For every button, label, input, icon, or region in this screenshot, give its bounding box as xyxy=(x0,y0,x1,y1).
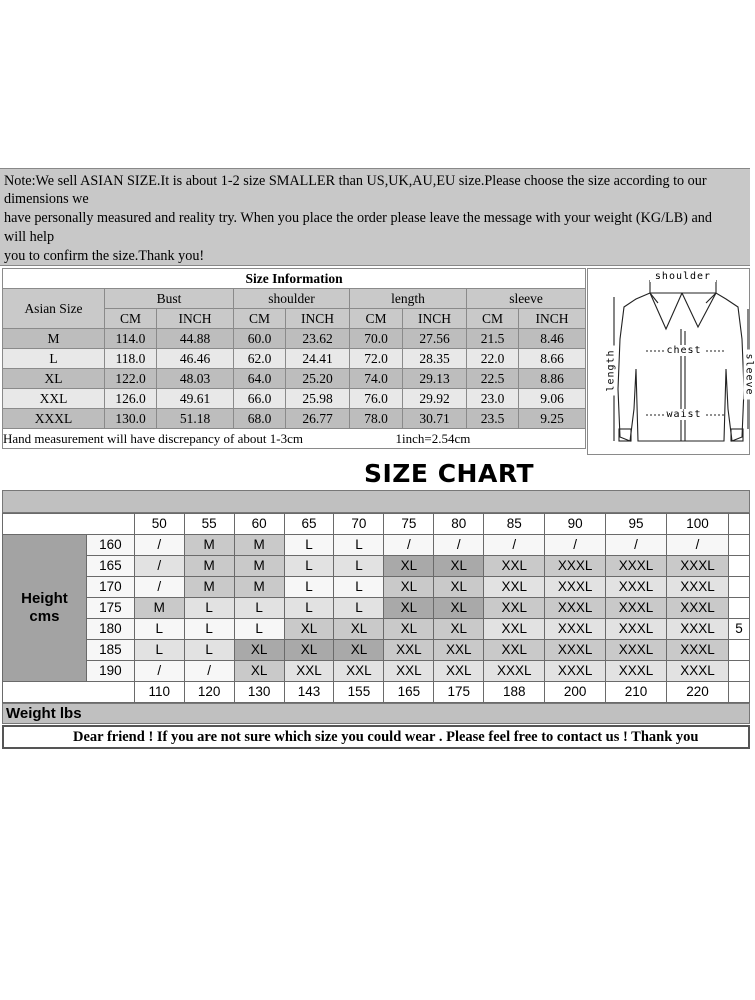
overflow-cell xyxy=(728,577,749,598)
bust-header: Bust xyxy=(105,289,234,309)
size-cell: XXXL xyxy=(667,598,729,619)
height-value: 180 xyxy=(86,619,134,640)
measurement-value: 44.88 xyxy=(157,329,234,349)
measurement-value: 28.35 xyxy=(403,349,467,369)
kg-header: 60 xyxy=(234,514,284,535)
size-information-title: Size Information xyxy=(3,269,586,289)
size-cell: M xyxy=(184,577,234,598)
measurement-value: 8.46 xyxy=(519,329,586,349)
measurement-value: 8.66 xyxy=(519,349,586,369)
height-value: 165 xyxy=(86,556,134,577)
height-cms-label xyxy=(3,535,87,682)
size-cell: XL xyxy=(434,598,484,619)
measurement-value: 126.0 xyxy=(105,389,157,409)
kg-header: 75 xyxy=(384,514,434,535)
size-cell: M xyxy=(184,535,234,556)
size-cell: XL xyxy=(284,640,334,661)
size-cell: L xyxy=(134,619,184,640)
size-cell: XXXL xyxy=(545,556,606,577)
measurement-value: 60.0 xyxy=(234,329,286,349)
measurement-value: 9.25 xyxy=(519,409,586,429)
height-unit-text: cms xyxy=(29,608,60,625)
size-cell: XL xyxy=(334,619,384,640)
length-header: length xyxy=(350,289,467,309)
note-line-4: will help xyxy=(4,229,55,245)
size-cell: XXXL xyxy=(606,640,667,661)
size-cell: L xyxy=(284,535,334,556)
size-cell: XXXL xyxy=(545,577,606,598)
size-cell: XXL xyxy=(434,661,484,682)
lbs-value: 110 xyxy=(134,682,184,703)
size-cell: XL xyxy=(384,598,434,619)
measurement-value: 64.0 xyxy=(234,369,286,389)
kg-header: 55 xyxy=(184,514,234,535)
height-row xyxy=(3,556,750,577)
measurement-value: 114.0 xyxy=(105,329,157,349)
contact-message: Dear friend ! If you are not sure which size you could wear . Please feel free to contact us ! Thank you xyxy=(2,725,750,749)
size-cell: XXXL xyxy=(667,619,729,640)
height-value: 185 xyxy=(86,640,134,661)
height-value: 160 xyxy=(86,535,134,556)
measurement-value: 62.0 xyxy=(234,349,286,369)
size-cell: / xyxy=(545,535,606,556)
size-cell: / xyxy=(667,535,729,556)
size-info-row xyxy=(3,329,586,349)
size-cell: XXXL xyxy=(545,598,606,619)
size-cell: M xyxy=(134,598,184,619)
overflow-cell xyxy=(728,598,749,619)
kg-header: 90 xyxy=(545,514,606,535)
size-cell: M xyxy=(234,535,284,556)
measurement-value: 76.0 xyxy=(350,389,403,409)
length-label: length xyxy=(606,346,617,396)
kg-header: 100 xyxy=(667,514,729,535)
kg-header: 50 xyxy=(134,514,184,535)
unit-header: CM xyxy=(350,309,403,329)
measurement-value: 24.41 xyxy=(286,349,350,369)
size-cell: / xyxy=(434,535,484,556)
size-chart-grid xyxy=(2,513,750,703)
overflow-cell xyxy=(728,661,749,682)
lbs-row xyxy=(3,682,750,703)
size-cell: M xyxy=(234,556,284,577)
size-cell: L xyxy=(334,556,384,577)
height-row xyxy=(3,640,750,661)
measurement-value: 23.62 xyxy=(286,329,350,349)
measurement-value: 74.0 xyxy=(350,369,403,389)
size-info-row xyxy=(3,409,586,429)
size-cell: XL xyxy=(284,619,334,640)
size-cell: L xyxy=(184,619,234,640)
size-cell: XXL xyxy=(484,556,545,577)
measurement-value: 27.56 xyxy=(403,329,467,349)
inch-conversion: 1inch=2.54cm xyxy=(395,431,471,446)
height-value: 175 xyxy=(86,598,134,619)
measurement-value: 29.92 xyxy=(403,389,467,409)
size-cell: L xyxy=(234,619,284,640)
size-cell: XXXL xyxy=(545,619,606,640)
size-cell: XXL xyxy=(384,640,434,661)
measurement-value: 22.0 xyxy=(467,349,519,369)
measurement-value: 26.77 xyxy=(286,409,350,429)
size-cell: XXXL xyxy=(667,640,729,661)
measurement-value: 21.5 xyxy=(467,329,519,349)
overflow-cell xyxy=(728,556,749,577)
size-cell: L xyxy=(234,598,284,619)
measurement-value: 22.5 xyxy=(467,369,519,389)
size-cell: XXXL xyxy=(545,640,606,661)
measurement-value: 48.03 xyxy=(157,369,234,389)
corner-cell xyxy=(3,682,135,703)
size-label: L xyxy=(3,349,105,369)
lbs-value: 143 xyxy=(284,682,334,703)
lbs-value: 120 xyxy=(184,682,234,703)
measurement-value: 30.71 xyxy=(403,409,467,429)
measurement-value: 8.86 xyxy=(519,369,586,389)
note-line-2: dimensions we xyxy=(4,191,89,207)
overflow-cell xyxy=(728,514,749,535)
size-cell: / xyxy=(134,556,184,577)
size-cell: L xyxy=(334,577,384,598)
size-info-row xyxy=(3,389,586,409)
size-cell: L xyxy=(284,598,334,619)
size-label: XXL xyxy=(3,389,105,409)
size-cell: XXXL xyxy=(606,598,667,619)
size-chart-band xyxy=(2,490,750,513)
unit-header: CM xyxy=(467,309,519,329)
unit-header: INCH xyxy=(403,309,467,329)
weight-lbs-label: Weight lbs xyxy=(2,703,750,724)
size-cell: / xyxy=(606,535,667,556)
kg-header-row xyxy=(3,514,750,535)
sleeve-label: sleeve xyxy=(744,350,755,400)
size-cell: XL xyxy=(234,640,284,661)
lbs-value: 220 xyxy=(667,682,729,703)
kg-header: 95 xyxy=(606,514,667,535)
kg-header: 80 xyxy=(434,514,484,535)
unit-header: CM xyxy=(105,309,157,329)
size-cell: L xyxy=(134,640,184,661)
size-cell: XXL xyxy=(284,661,334,682)
size-cell: XXL xyxy=(484,598,545,619)
size-cell: XXL xyxy=(484,640,545,661)
measurement-value: 23.5 xyxy=(467,409,519,429)
size-cell: XXXL xyxy=(484,661,545,682)
waist-label: waist xyxy=(664,409,704,420)
size-cell: XXXL xyxy=(667,556,729,577)
height-row xyxy=(3,619,750,640)
unit-header: INCH xyxy=(519,309,586,329)
unit-header: CM xyxy=(234,309,286,329)
note-line-3: have personally measured and reality try. When you place the order please leave the message with your weight (KG/LB) and xyxy=(4,210,712,226)
size-cell: L xyxy=(184,598,234,619)
size-cell: XXXL xyxy=(667,661,729,682)
measurement-value: 130.0 xyxy=(105,409,157,429)
size-cell: XXXL xyxy=(606,661,667,682)
lbs-value: 130 xyxy=(234,682,284,703)
note-line-1: Note:We sell ASIAN SIZE.It is about 1-2 size SMALLER than US,UK,AU,EU size.Please choose the size according to our xyxy=(4,173,707,189)
measurement-value: 51.18 xyxy=(157,409,234,429)
chest-label: chest xyxy=(664,345,704,356)
height-value: 190 xyxy=(86,661,134,682)
kg-header: 85 xyxy=(484,514,545,535)
size-cell: XXL xyxy=(384,661,434,682)
size-cell: L xyxy=(334,535,384,556)
size-cell: XL xyxy=(384,619,434,640)
lbs-value: 188 xyxy=(484,682,545,703)
height-label-text: Height xyxy=(21,590,68,607)
discrepancy-note: Hand measurement will have discrepancy of about 1-3cm xyxy=(3,431,303,446)
height-row xyxy=(3,577,750,598)
size-cell: XXL xyxy=(434,640,484,661)
measurement-value: 46.46 xyxy=(157,349,234,369)
measurement-value: 70.0 xyxy=(350,329,403,349)
size-chart-title: SIZE CHART xyxy=(363,459,534,488)
measurement-value: 25.20 xyxy=(286,369,350,389)
size-note xyxy=(0,168,750,266)
size-cell: / xyxy=(134,535,184,556)
size-cell: L xyxy=(334,598,384,619)
size-cell: / xyxy=(484,535,545,556)
measurement-value: 49.61 xyxy=(157,389,234,409)
size-cell: XXXL xyxy=(606,577,667,598)
measurement-value: 68.0 xyxy=(234,409,286,429)
size-cell: XL xyxy=(384,556,434,577)
overflow-cell xyxy=(728,535,749,556)
size-cell: XXL xyxy=(484,577,545,598)
measurement-footer xyxy=(3,429,586,449)
height-row xyxy=(3,535,750,556)
overflow-cell xyxy=(728,682,749,703)
size-cell: M xyxy=(234,577,284,598)
size-cell: L xyxy=(284,556,334,577)
measurement-value: 66.0 xyxy=(234,389,286,409)
size-cell: XL xyxy=(434,556,484,577)
size-cell: / xyxy=(184,661,234,682)
overflow-cell: 5 xyxy=(728,619,749,640)
unit-header: INCH xyxy=(286,309,350,329)
size-info-row xyxy=(3,349,586,369)
size-cell: XXXL xyxy=(545,661,606,682)
size-cell: M xyxy=(184,556,234,577)
size-cell: XXXL xyxy=(667,577,729,598)
measurement-value: 122.0 xyxy=(105,369,157,389)
size-cell: XXXL xyxy=(606,556,667,577)
measurement-value: 29.13 xyxy=(403,369,467,389)
shirt-measurement-diagram xyxy=(587,268,755,455)
size-info-row xyxy=(3,369,586,389)
lbs-value: 200 xyxy=(545,682,606,703)
measurement-value: 25.98 xyxy=(286,389,350,409)
size-cell: XL xyxy=(434,577,484,598)
size-cell: XL xyxy=(434,619,484,640)
measurement-value: 23.0 xyxy=(467,389,519,409)
asian-size-header: Asian Size xyxy=(3,289,105,329)
measurement-value: 118.0 xyxy=(105,349,157,369)
size-information-table xyxy=(2,268,585,455)
height-row xyxy=(3,598,750,619)
size-cell: L xyxy=(184,640,234,661)
lbs-value: 175 xyxy=(434,682,484,703)
size-cell: / xyxy=(384,535,434,556)
shoulder-header: shoulder xyxy=(234,289,350,309)
size-cell: L xyxy=(284,577,334,598)
kg-header: 65 xyxy=(284,514,334,535)
size-label: XL xyxy=(3,369,105,389)
sleeve-header: sleeve xyxy=(467,289,586,309)
note-line-5: you to confirm the size.Thank you! xyxy=(4,248,205,264)
height-row xyxy=(3,661,750,682)
size-cell: XL xyxy=(384,577,434,598)
size-cell: XL xyxy=(334,640,384,661)
size-cell: XXL xyxy=(484,619,545,640)
measurement-value: 78.0 xyxy=(350,409,403,429)
corner-cell xyxy=(3,514,135,535)
size-cell: XXL xyxy=(334,661,384,682)
size-cell: XXXL xyxy=(606,619,667,640)
lbs-value: 165 xyxy=(384,682,434,703)
unit-header: INCH xyxy=(157,309,234,329)
height-value: 170 xyxy=(86,577,134,598)
size-label: M xyxy=(3,329,105,349)
size-label: XXXL xyxy=(3,409,105,429)
size-cell: / xyxy=(134,661,184,682)
shoulder-label: shoulder xyxy=(650,271,716,282)
measurement-value: 9.06 xyxy=(519,389,586,409)
measurement-value: 72.0 xyxy=(350,349,403,369)
overflow-cell xyxy=(728,640,749,661)
size-cell: XL xyxy=(234,661,284,682)
lbs-value: 155 xyxy=(334,682,384,703)
lbs-value: 210 xyxy=(606,682,667,703)
kg-header: 70 xyxy=(334,514,384,535)
size-cell: / xyxy=(134,577,184,598)
